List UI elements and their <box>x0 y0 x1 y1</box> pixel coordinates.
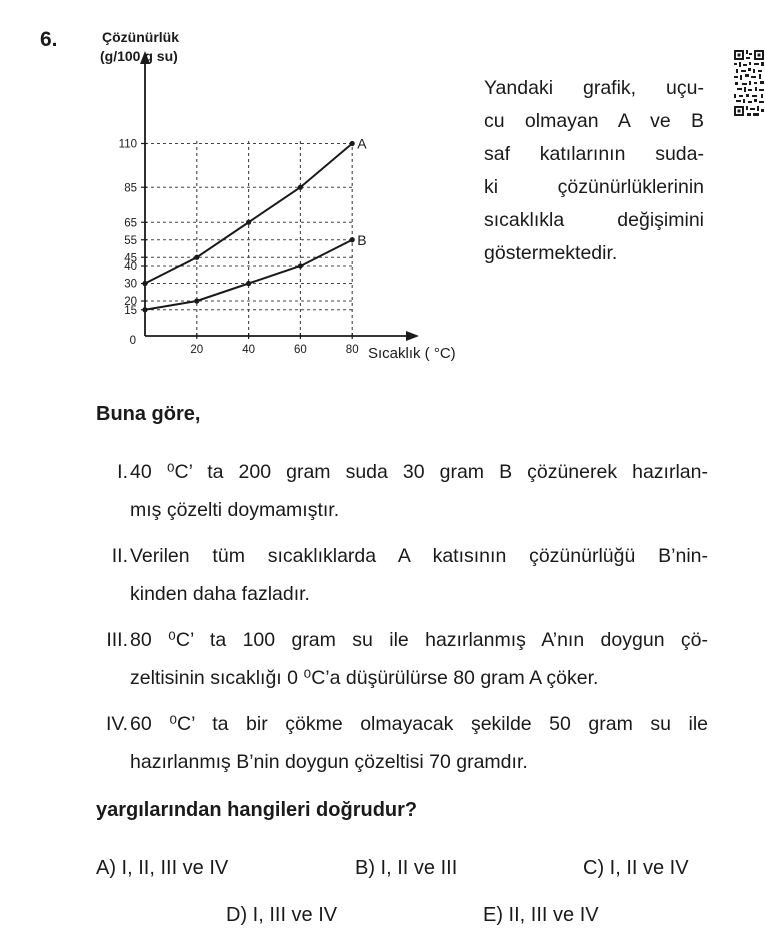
solubility-chart <box>90 28 490 373</box>
statement-line: 40 ⁰C’ ta 200 gram suda 30 gram B çözünerek hazırlan- <box>130 461 708 483</box>
description-line: göstermektedir. <box>484 242 618 264</box>
data-point-a <box>298 185 303 190</box>
series-label-b: B <box>357 231 367 248</box>
statement-numeral: IV. <box>105 713 128 735</box>
option-a[interactable]: A) I, II, III ve IV <box>96 857 229 879</box>
qr-code-icon[interactable] <box>734 50 764 118</box>
statement-line: Verilen tüm sıcaklıklarda A katısının çözünürlüğü B’nin- <box>130 545 708 567</box>
data-point-b <box>298 263 303 268</box>
statement-line: 80 ⁰C’ ta 100 gram su ile hazırlanmış A’nın doygun çö- <box>130 629 708 651</box>
option-b[interactable]: B) I, II ve III <box>355 857 458 879</box>
x-axis-arrowhead <box>406 331 419 341</box>
description-line: saf katılarının suda- <box>484 143 704 165</box>
question-description <box>484 72 704 270</box>
data-point-a <box>350 141 355 146</box>
data-point-a <box>246 220 251 225</box>
statement-numeral: III. <box>106 629 128 651</box>
x-tick-label: 20 <box>190 344 204 356</box>
y-tick-label: 85 <box>124 182 137 195</box>
statement-line: hazırlanmış B’nin doygun çözeltisi 70 gramdır. <box>130 751 528 773</box>
option-e[interactable]: E) II, III ve IV <box>483 904 599 926</box>
origin-label: 0 <box>129 335 136 347</box>
y-axis-unit: (g/100 g su) <box>100 48 178 64</box>
x-tick-label: 60 <box>294 344 307 356</box>
data-point-a <box>194 255 199 260</box>
description-line: sıcaklıkla değişimini <box>484 209 704 231</box>
statement-line: kinden daha fazladır. <box>130 583 310 605</box>
y-axis-title: Çözünürlük <box>102 29 179 45</box>
data-point-b <box>194 298 199 303</box>
question-lead: Buna göre, <box>96 403 201 425</box>
y-tick-label: 110 <box>118 138 137 151</box>
y-tick-label: 15 <box>124 304 137 317</box>
statement-line: 60 ⁰C’ ta bir çökme olmayacak şekilde 50 gram su ile <box>130 713 708 735</box>
description-line: Yandaki grafik, uçu- <box>484 77 704 99</box>
statement-numeral: II. <box>111 545 128 567</box>
statement-line: mış çözelti doymamıştır. <box>130 499 340 521</box>
y-tick-label: 55 <box>124 234 137 247</box>
x-tick-label: 40 <box>242 344 255 356</box>
y-tick-label: 30 <box>124 278 137 291</box>
statement-numeral: I. <box>117 461 128 483</box>
data-point-b <box>142 307 147 312</box>
option-d[interactable]: D) I, III ve IV <box>226 904 338 926</box>
data-point-a <box>142 281 147 286</box>
y-tick-label: 65 <box>124 217 137 230</box>
description-line: ki çözünürlüklerinin <box>484 176 704 198</box>
description-line: cu olmayan A ve B <box>484 110 704 132</box>
y-tick-label: 45 <box>124 252 137 265</box>
question-number: 6. <box>40 28 58 51</box>
question-prompt: yargılarından hangileri doğrudur? <box>96 799 418 821</box>
y-tick-label: 40 <box>124 261 137 273</box>
series-label-a: A <box>357 135 367 152</box>
statement-line: zeltisinin sıcaklığı 0 ⁰C’a düşürülürse 80 gram A çöker. <box>130 667 599 689</box>
option-c[interactable]: C) I, II ve IV <box>583 857 689 879</box>
data-point-b <box>246 281 251 286</box>
x-tick-label: 80 <box>345 344 359 356</box>
data-point-b <box>350 237 355 242</box>
x-axis-title: Sıcaklık ( °C) <box>368 345 456 362</box>
y-tick-label: 20 <box>124 296 137 308</box>
